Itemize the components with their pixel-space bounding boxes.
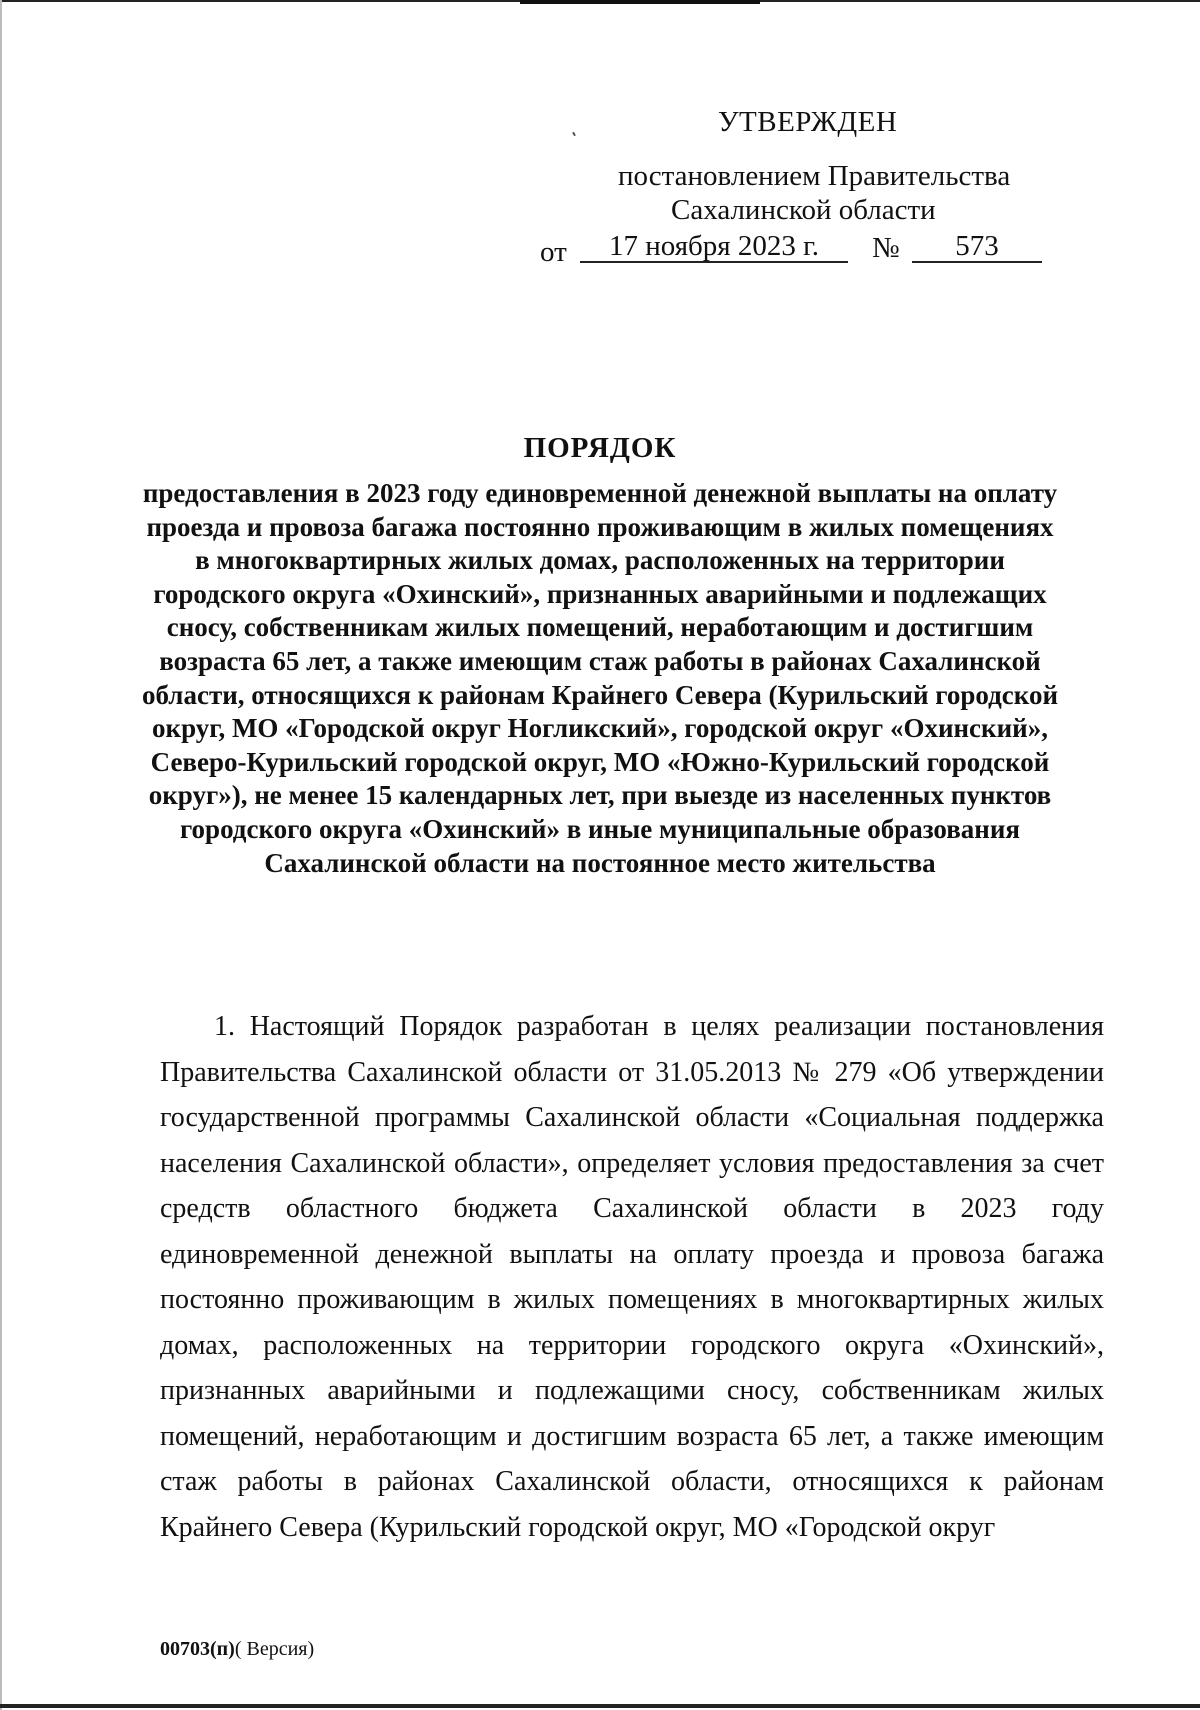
from-label: от	[540, 236, 567, 268]
footer-version-code	[160, 1638, 314, 1661]
footer-version: ( Версия)	[234, 1638, 315, 1660]
scan-edge-top-mark	[520, 0, 760, 4]
approval-date-row	[540, 229, 1100, 268]
approved-title: УТВЕРЖДЕН	[718, 106, 898, 138]
approved-region-line: Сахалинской области	[671, 194, 936, 226]
approval-date: 17 ноября 2023 г.	[580, 229, 848, 263]
paragraph-1: 1. Настоящий Порядок разработан в целях реализации постановления Правительства Сахалинской области от 31.05.2013 № 279 «Об утверждении государственной программы Сахалинской области «Социальная поддержка населения Сахалинской области», определяет условия предоставления за счет средств областного бюджета Сахалинской области в 2023 году единовременной денежной выплаты на оплату проезда и провоза багажа постоянно проживающим в жилых помещениях в многоквартирных жилых домах, расположенных на территории городского округа «Охинский», признанных аварийными и подлежащими сносу, собственникам жилых помещений, неработающим и достигшим возраста 65 лет, а также имеющим стаж работы в районах Сахалинской области, относящихся к районам Крайнего Севера (Курильский городской округ, МО «Городской округ	[160, 1011, 1104, 1543]
approved-by-line: постановлением Правительства	[618, 160, 1011, 192]
scan-speck	[572, 132, 576, 136]
scan-edge-bottom	[0, 1704, 1200, 1708]
footer-code: 00703(п)	[160, 1638, 235, 1660]
scan-edge-left	[0, 0, 2, 1710]
document-title: ПОРЯДОК	[523, 432, 677, 464]
document-subtitle: предоставления в 2023 году единовременной денежной выплаты на оплату проезда и провоза багажа постоянно проживающим в жилых помещениях в многоквартирных жилых домах, расположенных на территории городского округа «Охинский», признанных аварийными и подлежащих сносу, собственникам жилых помещений, неработающим и достигшим возраста 65 лет, а также имеющим стаж работы в районах Сахалинской области, относящихся к районам Крайнего Севера (Курильский городской округ, МО «Городской округ Ногликский», городской округ «Охинский», Северо-Курильский городской округ, МО «Южно-Курильский городской округ»), не менее 15 календарных лет, при выезде из населенных пунктов городского округа «Охинский» в иные муниципальные образования Сахалинской области на постоянное место жительства	[141, 478, 1059, 878]
approval-number: 573	[912, 229, 1042, 263]
number-label: №	[872, 232, 900, 264]
